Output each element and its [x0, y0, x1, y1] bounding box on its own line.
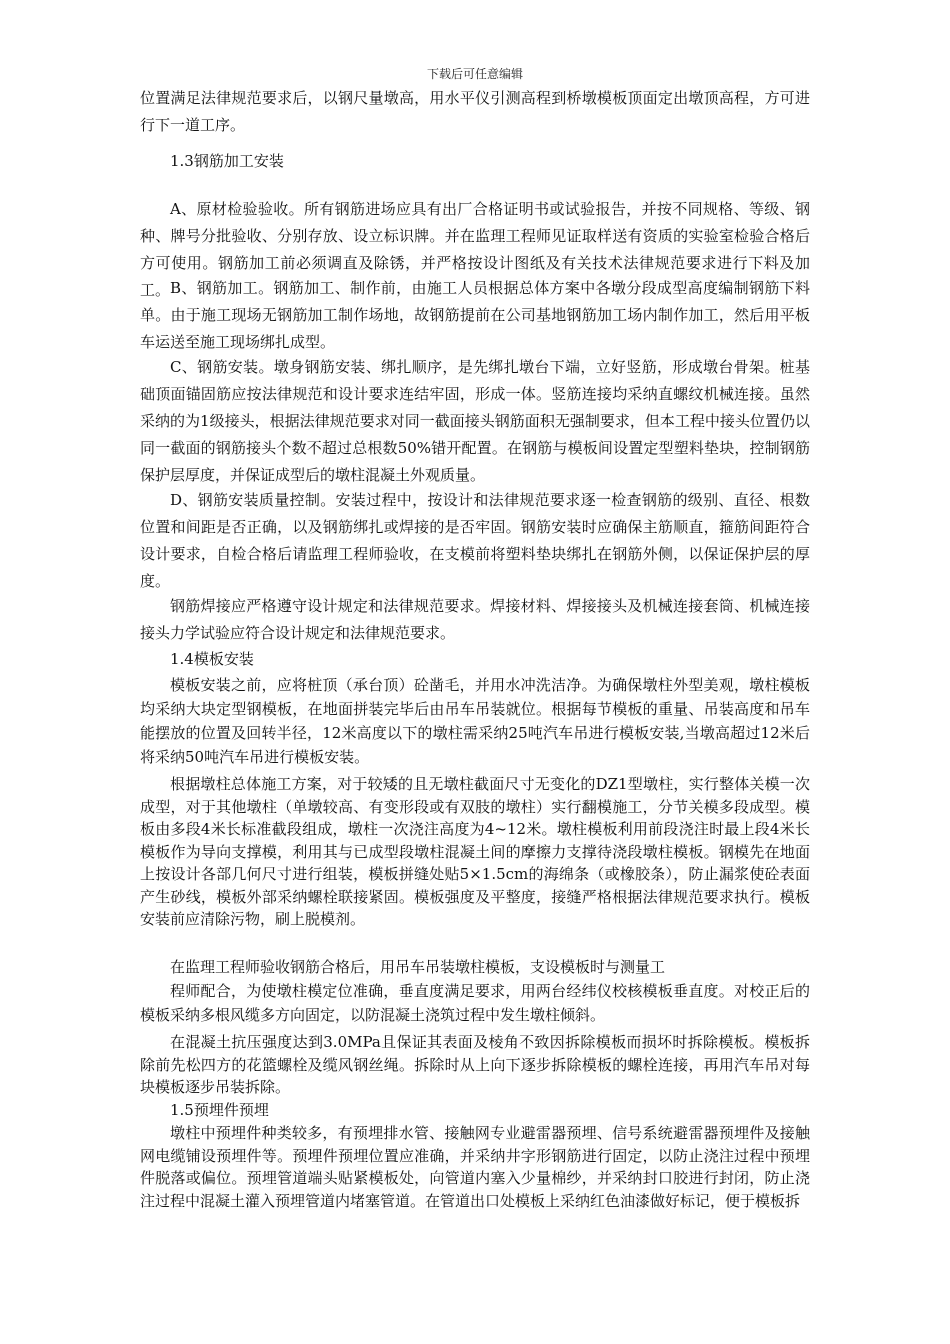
paragraph: B、钢筋加工。钢筋加工、制作前，由施工人员根据总体方案中各墩分段成型高度编制钢筋下料单。由于施工现场无钢筋加工制作场地，故钢筋提前在公司基地钢筋加工场内制作加工，然后用平板车运送至施工现场绑扎成型。	[140, 279, 810, 351]
paragraph: A、原材检验验收。所有钢筋进场应具有出厂合格证明书或试验报告，并按不同规格、等级、钢种、牌号分批验收、分别存放、设立标识牌。并在监理工程师见证取样送有资质的实验室检验合格后方可使用。钢筋加工前必须调直及除锈，并严格按设计图纸及有关技术法律规范要求进行下料及加工。	[140, 200, 810, 299]
paragraph: 在监理工程师验收钢筋合格后，用吊车吊装墩柱模板，支设模板时与测量工	[170, 958, 666, 976]
paragraph: 程师配合，为使墩柱模定位准确，垂直度满足要求，用两台经纬仪校核模板垂直度。对校正后的模板采纳多根风缆多方向固定，以防混凝土浇筑过程中发生墩柱倾斜。	[140, 982, 810, 1024]
paragraph: 在混凝土抗压强度达到3.0MPa且保证其表面及棱角不致因拆除模板而损坏时拆除模板。模板拆除前先松四方的花篮螺栓及缆风钢丝绳。拆除时从上向下逐步拆除模板的螺栓连接，再用汽车吊对每块模板逐步吊装拆除。	[140, 1033, 810, 1096]
document-body	[140, 85, 810, 1234]
section-heading-1-5: 1.5预埋件预埋	[170, 1101, 269, 1119]
paragraph: 模板安装之前，应将桩顶（承台顶）砼凿毛，并用水冲洗洁净。为确保墩柱外型美观，墩柱模板均采纳大块定型钢模板，在地面拼装完毕后由吊车吊装就位。根据每节模板的重量、吊装高度和吊车能摆放的位置及回转半径，12米高度以下的墩柱需采纳25吨汽车吊进行模板安装,当墩高超过12米后将采纳50吨汽车吊进行模板安装。	[140, 676, 810, 766]
paragraph: 钢筋焊接应严格遵守设计规定和法律规范要求。焊接材料、焊接接头及机械连接套筒、机械连接接头力学试验应符合设计规定和法律规范要求。	[140, 597, 810, 642]
section-heading-1-4: 1.4模板安装	[170, 650, 254, 668]
paragraph: 根据墩柱总体施工方案，对于较矮的且无墩柱截面尺寸无变化的DZ1型墩柱，实行整体关模一次成型，对于其他墩柱（单墩较高、有变形段或有双肢的墩柱）实行翻模施工，分节关模多段成型。模板由多段4米长标准截段组成，墩柱一次浇注高度为4~12米。墩柱模板利用前段浇注时最上段4米长模板作为导向支撑模，利用其与已成型段墩柱混凝土间的摩擦力支撑待浇段墩柱模板。钢模先在地面上按设计各部几何尺寸进行组装，模板拼缝处贴5×1.5cm的海绵条（或橡胶条），防止漏浆使砼表面产生砂线，模板外部采纳螺栓联接紧固。模板强度及平整度，接缝严格根据法律规范要求执行。模板安装前应清除污物，刷上脱模剂。	[140, 775, 810, 928]
page-header: 下载后可任意编辑	[426, 67, 523, 81]
paragraph: 位置满足法律规范要求后，以钢尺量墩高，用水平仪引测高程到桥墩模板顶面定出墩顶高程，方可进行下一道工序。	[140, 89, 810, 134]
paragraph: D、钢筋安装质量控制。安装过程中，按设计和法律规范要求逐一检查钢筋的级别、直径、根数位置和间距是否正确，以及钢筋绑扎或焊接的是否牢固。钢筋安装时应确保主筋顺直，箍筋间距符合设计要求，自检合格后请监理工程师验收，在支模前将塑料垫块绑扎在钢筋外侧，以保证保护层的厚度。	[140, 491, 810, 590]
section-heading-1-3: 1.3钢筋加工安装	[170, 152, 284, 170]
paragraph: C、钢筋安装。墩身钢筋安装、绑扎顺序，是先绑扎墩台下端，立好竖筋，形成墩台骨架。桩基础顶面锚固筋应按法律规范和设计要求连结牢固，形成一体。竖筋连接均采纳直螺纹机械连接。虽然采纳的为1级接头，根据法律规范要求对同一截面接头钢筋面积无强制要求，但本工程中接头位置仍以同一截面的钢筋接头个数不超过总根数50%错开配置。在钢筋与模板间设置定型塑料垫块，控制钢筋保护层厚度，并保证成型后的墩柱混凝土外观质量。	[140, 358, 810, 484]
paragraph: 墩柱中预埋件种类较多，有预埋排水管、接触网专业避雷器预埋、信号系统避雷器预埋件及接触网电缆铺设预埋件等。预埋件预埋位置应准确，并采纳井字形钢筋进行固定，以防止浇注过程中预埋件脱落或偏位。预埋管道端头贴紧模板处，向管道内塞入少量棉纱，并采纳封口胶进行封闭，防止浇注过程中混凝土灌入预埋管道内堵塞管道。在管道出口处模板上采纳红色油漆做好标记，便于模板拆	[140, 1124, 810, 1210]
